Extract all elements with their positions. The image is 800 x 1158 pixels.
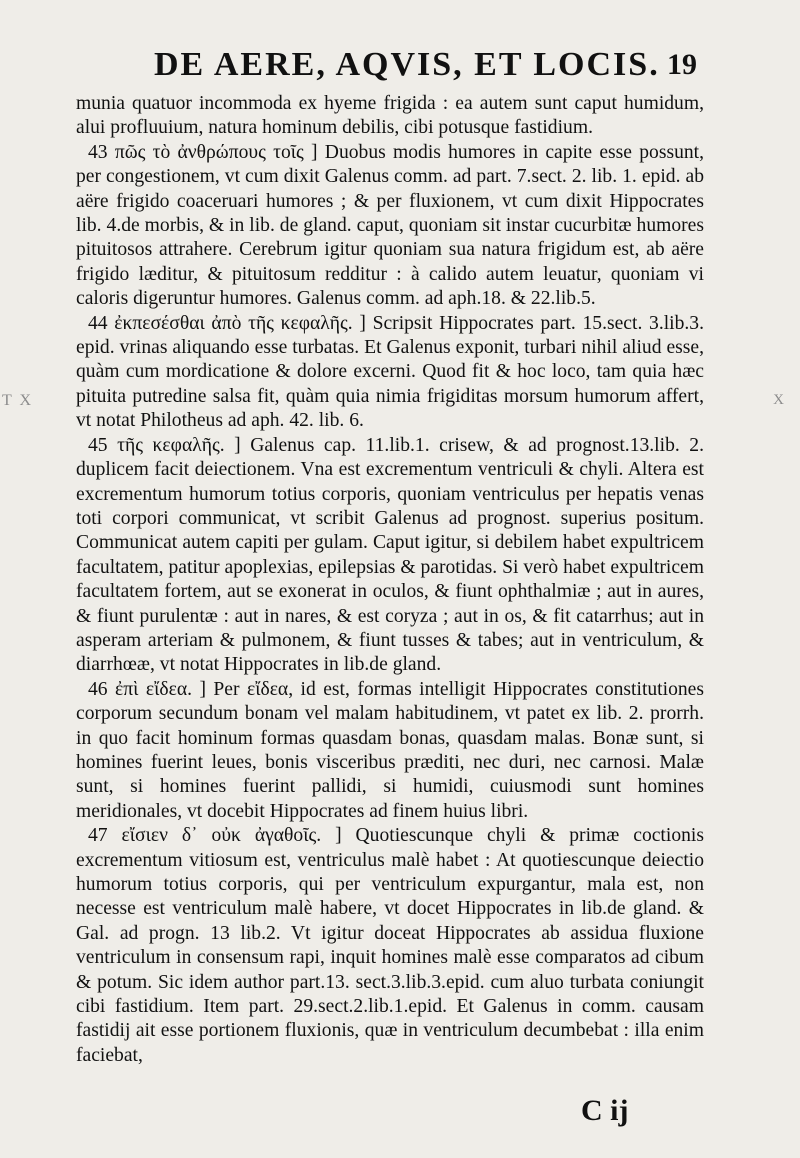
paragraph-43: 43 πῶς τὸ ἀνθρώπους τοῖς ] Duobus modis humores in capite esse possunt, per congestionem, vt cum dixit Galenus comm. ad part. 7.sect. 2. lib. 1. epid. ab aëre frigido coaceruari humores ; & per fluxionem, vt cum dixit Hippocrates lib. 4.de morbis, & in lib. de gland. caput, quoniam sit instar cucurbitæ humores pituitosos attrahere. Cerebrum igitur quoniam sua natura frigidum est, ab aëre frigido læditur, & pituitosum redditur : à calido autem leuatur, quoniam vi caloris digeruntur humores. Galenus comm. ad aph.18. & 22.lib.5.	[76, 141, 704, 310]
paragraph-45: 45 τῆς κεφαλῆς. ] Galenus cap. 11.lib.1. crisew, & ad prognost.13.lib. 2. duplicem facit deiectionem. Vna est excrementum ventriculi & chyli. Altera est excrementum humorum totius corporis, quoniam ventriculus per hepatis venas toti corpori communicat, vt scribit Galenus ad prognost. superius positum. Communicat autem capiti per gulam. Caput igitur, si debilem habet expultricem facultatem, patitur apoplexias, epilepsias & parotidas. Si verò habet expultricem facultatem fortem, aut se exonerat in oculos, & fiunt ophthalmiæ ; aut in aures, & fiunt purulentæ : aut in nares, & est coryza ; aut in os, & fit catarrhus; aut in asperam arteriam & pulmonem, & fiunt tusses & tabes; aut in ventriculum, & diarrhœæ, vt notat Hippocrates in lib.de gland.	[76, 434, 704, 676]
paragraph-47: 47 εἴσιεν δ᾽ οὐκ ἀγαθοῖς. ] Quotiescunque chyli & primæ coctionis excrementum vitiosum est, ventriculus malè habet : At quotiescunque deiectio humorum totius corporis, qui per ventriculum expurgantur, mala est, non necesse est ventriculum malè habere, vt docet Hippocrates in lib.de gland. & Gal. ad progn. 13 lib.2. Vt igitur doceat Hippocrates ab assidua fluxione ventriculum in consensum rapi, inquit homines malè esse comparatos ad cibum & potum. Sic idem author part.13. sect.3.lib.3.epid. cum aluo turbata coniungit cibi fastidium. Item part. 29.sect.2.lib.1.epid. Et Galenus in comm. causam fastidij ait esse portionem fluxionis, quæ in ventriculum decumbebat : illa enim faciebat,	[76, 825, 704, 1066]
running-title: DE AERE, AQVIS, ET LOCIS.	[154, 46, 660, 83]
paragraph-44: 44 ἐκπεσέσθαι ἀπὸ τῆς κεφαλῆς. ] Scripsit Hippocrates part. 15.sect. 3.lib.3. epid. vrinas aliquando esse turbatas. Et Galenus exponit, turbari nihil aliud esse, quàm cum mordicatione & dolore excerni. Quod fit & hoc loco, tam quia hæc pituita putredine salsa fit, quàm quia nimia frigiditas morsum humorum affert, vt notat Philotheus ad aph. 42. lib. 6.	[76, 312, 704, 432]
signature-mark: C ij	[581, 1094, 629, 1127]
commentary-text	[76, 92, 704, 1068]
right-margin-mark: X	[773, 392, 786, 408]
paragraph-46: 46 ἐπὶ εἴδεα. ] Per εἴδεα, id est, formas intelligit Hippocrates constitutiones corporum secundum bonam vel malam habitudinem, vt patet ex lib. 2. prorrh. in quo facit hominum formas quasdam bonas, quasdam malas. Bonæ sunt, si homines fuerint leues, bonis visceribus præditi, nec duri, nec carnosi. Malæ sunt, si homines fuerint pallidi, si humidi, cuiusmodi sunt homines meridionales, vt docebit Hippocrates ad finem huius libri.	[76, 678, 704, 822]
paragraph-continuation: munia quatuor incommoda ex hyeme frigida : ea autem sunt caput humidum, alui profluuium, natura hominum debilis, cibi potusque fastidium.	[76, 93, 704, 139]
page-header	[0, 46, 800, 90]
left-margin-mark: T X	[2, 392, 34, 409]
page-number: 19	[667, 48, 697, 81]
